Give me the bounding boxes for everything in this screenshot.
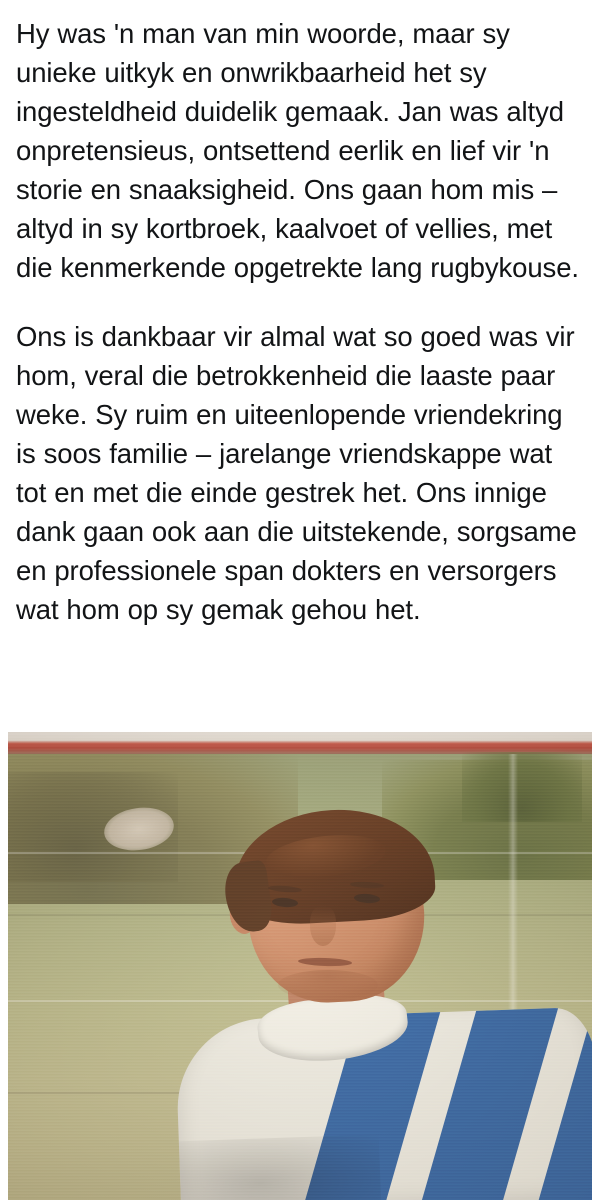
jersey-stripe-2 xyxy=(412,1007,559,1200)
photo-rugby-player xyxy=(138,802,592,1200)
player-nose xyxy=(310,906,336,946)
player-chin-shadow xyxy=(278,970,378,1000)
paragraph-1: Hy was 'n man van min woorde, maar sy unieke uitkyk en onwrikbaarheid het sy ingesteldheid duidelik gemaak. Jan was altyd onpretensieus, ontsettend eerlik en lief vir 'n storie en snaaksigheid. Ons gaan hom mis – altyd in sy kortbroek, kaalvoet of vellies, met die kenmerkende opgetrekte lang rugbykouse. xyxy=(16,18,579,283)
photo-image xyxy=(8,732,592,1200)
photo-top-red-strip xyxy=(8,732,592,754)
paragraph-2: Ons is dankbaar vir almal wat so goed was vir hom, veral die betrokkenheid die laaste paar weke. Sy ruim en uiteenlopende vriendekring is soos familie – jarelange vriendskappe wat tot en met die einde gestrek het. Ons innige dank gaan ook aan die uitstekende, sorgsame en professionele span dokters en versorgers wat hom op sy gemak gehou het. xyxy=(16,321,577,625)
photo-figure xyxy=(8,732,592,1200)
jersey-shadow xyxy=(179,1134,382,1200)
